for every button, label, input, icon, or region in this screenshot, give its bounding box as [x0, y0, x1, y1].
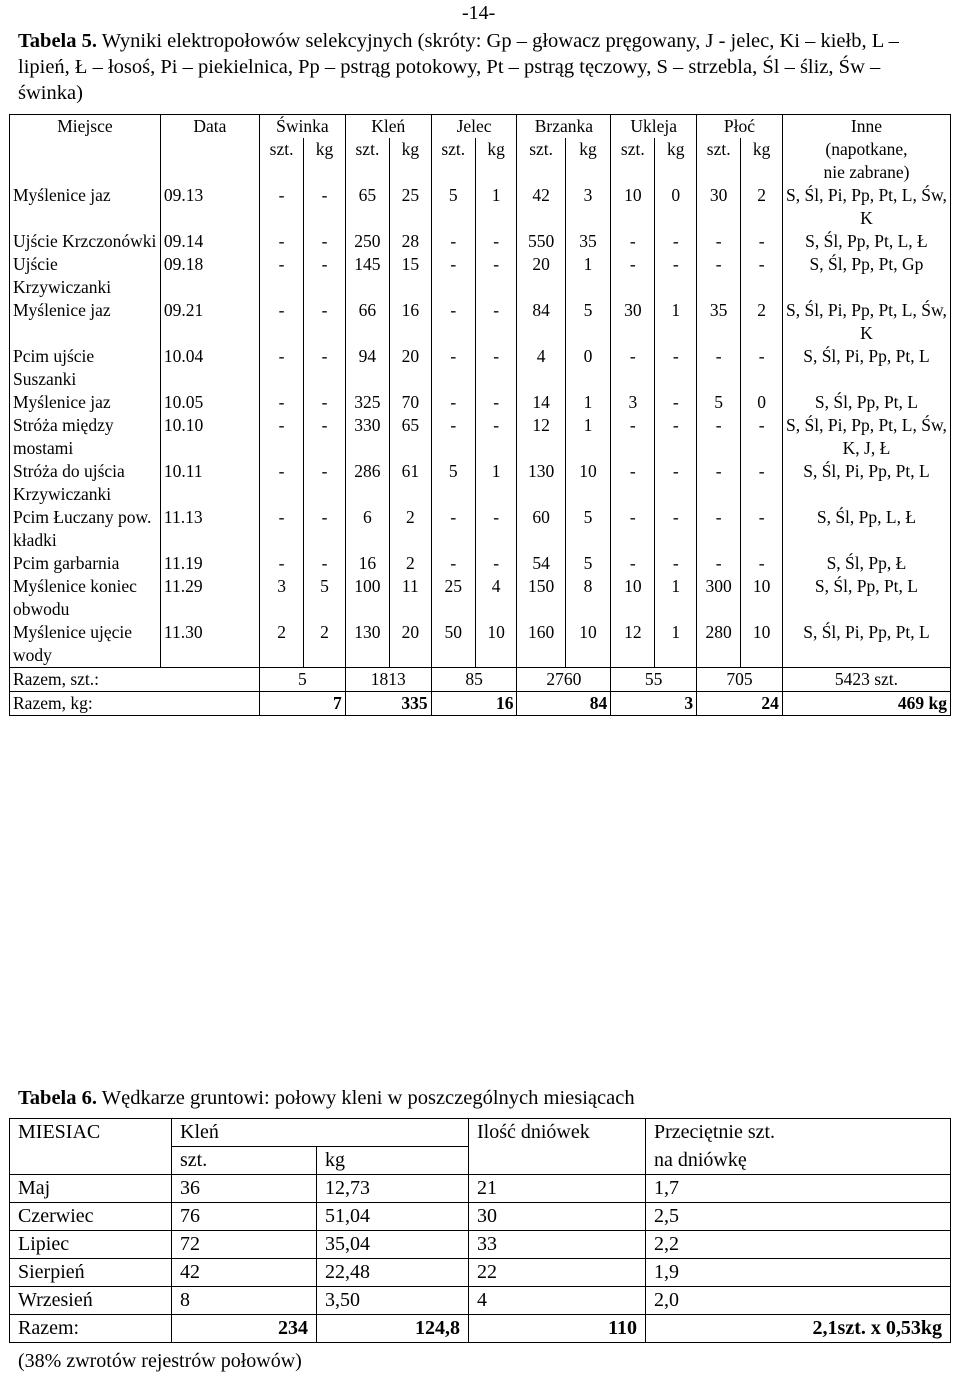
row-value: -: [655, 460, 697, 506]
row-value: -: [655, 230, 697, 253]
row-value: 30: [611, 299, 655, 345]
table-row: [10, 230, 951, 253]
row-other-species: S, Śl, Pi, Pp, Pt, L, Św, K: [782, 184, 950, 230]
row-value: -: [475, 230, 517, 253]
header-brzanka: Brzanka: [517, 115, 611, 139]
t6-header-days: Ilość dniówek: [469, 1119, 646, 1147]
row-date: 10.04: [160, 345, 259, 391]
table-row: [10, 552, 951, 575]
table6-caption: [18, 1087, 635, 1110]
row-value: -: [611, 253, 655, 299]
header-unit-szt: szt.: [517, 138, 565, 184]
row-value: -: [697, 506, 741, 552]
row-value: 150: [517, 575, 565, 621]
row-other-species: S, Śl, Pp, Pt, L: [782, 575, 950, 621]
row-value: 3: [611, 391, 655, 414]
row-value: -: [304, 391, 346, 414]
row-value: 100: [345, 575, 389, 621]
row-value: 10: [611, 184, 655, 230]
header-other: Inne: [782, 115, 950, 139]
row-value: -: [259, 414, 303, 460]
row-value: -: [475, 345, 517, 391]
t6-header-month-blank: [10, 1147, 172, 1175]
row-value: 30: [697, 184, 741, 230]
table-row: [10, 1203, 951, 1231]
t6-total-days: 110: [469, 1315, 646, 1343]
header-jelec: Jelec: [431, 115, 517, 139]
row-value: -: [611, 552, 655, 575]
row-place: Pcim Łuczany pow. kładki: [10, 506, 161, 552]
table-row: [10, 391, 951, 414]
row-value: -: [304, 345, 346, 391]
row-value: -: [655, 552, 697, 575]
row-value: 2: [741, 184, 783, 230]
row-value: -: [259, 506, 303, 552]
row-value: 11: [390, 575, 432, 621]
header-unit-kg: kg: [390, 138, 432, 184]
row-value: 50: [431, 621, 475, 668]
row-date: 11.30: [160, 621, 259, 668]
row-date: 11.29: [160, 575, 259, 621]
table-row: [10, 299, 951, 345]
table6: [9, 1118, 951, 1343]
row-value: 54: [517, 552, 565, 575]
t6-row-days: 22: [469, 1259, 646, 1287]
t6-row-kg: 22,48: [317, 1259, 469, 1287]
row-value: -: [259, 230, 303, 253]
row-date: 11.13: [160, 506, 259, 552]
t6-header-szt: szt.: [172, 1147, 317, 1175]
row-value: 1: [475, 184, 517, 230]
row-value: 2: [741, 299, 783, 345]
t6-row-avg: 1,9: [646, 1259, 951, 1287]
row-place: Myślenice ujęcie wody: [10, 621, 161, 668]
row-value: 3: [259, 575, 303, 621]
table-row: [10, 1287, 951, 1315]
row-value: 12: [517, 414, 565, 460]
t6-total-szt: 234: [172, 1315, 317, 1343]
row-value: -: [655, 414, 697, 460]
row-value: -: [304, 299, 346, 345]
row-value: 4: [475, 575, 517, 621]
table-row: [10, 575, 951, 621]
table-row: [10, 506, 951, 552]
header-klen: Kleń: [345, 115, 431, 139]
row-value: -: [304, 184, 346, 230]
row-value: -: [259, 552, 303, 575]
header-unit-kg: kg: [655, 138, 697, 184]
header-unit-szt: szt.: [611, 138, 655, 184]
row-value: 2: [390, 506, 432, 552]
table-row: [10, 253, 951, 299]
table-row: [10, 1175, 951, 1203]
row-other-species: S, Śl, Pp, Pt, L, Ł: [782, 230, 950, 253]
row-place: Stróża między mostami: [10, 414, 161, 460]
total-kg-other: 469 kg: [782, 692, 950, 716]
row-value: 300: [697, 575, 741, 621]
header-unit-szt: szt.: [345, 138, 389, 184]
row-value: 25: [390, 184, 432, 230]
total-kg-swinka: 7: [259, 692, 345, 716]
row-value: -: [475, 414, 517, 460]
row-value: -: [475, 253, 517, 299]
row-date: 09.21: [160, 299, 259, 345]
row-date: 11.19: [160, 552, 259, 575]
row-value: 28: [390, 230, 432, 253]
row-value: 60: [517, 506, 565, 552]
row-value: 20: [390, 621, 432, 668]
row-other-species: S, Śl, Pi, Pp, Pt, L, Św, K: [782, 299, 950, 345]
row-value: 6: [345, 506, 389, 552]
t6-header-klen: Kleń: [172, 1119, 469, 1147]
row-value: 16: [390, 299, 432, 345]
t6-row-month: Wrzesień: [10, 1287, 172, 1315]
row-other-species: S, Śl, Pp, Pt, Gp: [782, 253, 950, 299]
row-value: 10: [475, 621, 517, 668]
row-value: -: [431, 253, 475, 299]
row-value: -: [475, 391, 517, 414]
row-other-species: S, Śl, Pi, Pp, Pt, L: [782, 621, 950, 668]
row-value: -: [655, 253, 697, 299]
row-value: 286: [345, 460, 389, 506]
total-szt-jelec: 85: [431, 668, 517, 692]
table6-caption-label: Tabela 6.: [18, 1087, 97, 1109]
row-value: -: [741, 460, 783, 506]
row-value: -: [431, 552, 475, 575]
row-value: 25: [431, 575, 475, 621]
table5: [9, 114, 951, 716]
row-value: -: [259, 460, 303, 506]
row-value: 14: [517, 391, 565, 414]
row-value: 5: [431, 460, 475, 506]
row-value: -: [304, 253, 346, 299]
row-value: 2: [259, 621, 303, 668]
total-kg-brzanka: 84: [517, 692, 611, 716]
header-unit-szt: szt.: [431, 138, 475, 184]
row-value: -: [431, 414, 475, 460]
total-szt-swinka: 5: [259, 668, 345, 692]
total-kg-ukleja: 3: [611, 692, 697, 716]
row-value: -: [697, 460, 741, 506]
row-value: -: [475, 552, 517, 575]
row-value: -: [741, 552, 783, 575]
row-value: 10: [565, 621, 610, 668]
row-value: -: [697, 230, 741, 253]
row-place: Myślenice jaz: [10, 299, 161, 345]
row-value: 5: [565, 299, 610, 345]
t6-row-avg: 2,5: [646, 1203, 951, 1231]
row-value: 1: [655, 621, 697, 668]
row-value: 65: [345, 184, 389, 230]
row-value: -: [259, 345, 303, 391]
row-place: Ujście Krzywiczanki: [10, 253, 161, 299]
row-value: 20: [390, 345, 432, 391]
row-value: -: [655, 506, 697, 552]
row-value: -: [697, 253, 741, 299]
row-value: -: [304, 460, 346, 506]
header-unit-kg: kg: [475, 138, 517, 184]
row-value: 94: [345, 345, 389, 391]
header-unit-kg: kg: [741, 138, 783, 184]
row-value: 0: [565, 345, 610, 391]
row-other-species: S, Śl, Pi, Pp, Pt, L: [782, 460, 950, 506]
row-value: 65: [390, 414, 432, 460]
total-szt-other: 5423 szt.: [782, 668, 950, 692]
row-value: 250: [345, 230, 389, 253]
row-place: Myślenice jaz: [10, 184, 161, 230]
row-value: 70: [390, 391, 432, 414]
row-value: 145: [345, 253, 389, 299]
t6-header-month: MIESIAC: [10, 1119, 172, 1147]
table-row: [10, 1231, 951, 1259]
total-szt-ploc: 705: [697, 668, 783, 692]
t6-header-avg-2: na dniówkę: [646, 1147, 951, 1175]
row-value: 12: [611, 621, 655, 668]
table6-caption-text: Wędkarze gruntowi: połowy kleni w poszczególnych miesiącach: [97, 1087, 635, 1109]
total-szt-ukleja: 55: [611, 668, 697, 692]
row-value: -: [611, 414, 655, 460]
row-value: 84: [517, 299, 565, 345]
row-other-species: S, Śl, Pi, Pp, Pt, L, Św, K, J, Ł: [782, 414, 950, 460]
row-value: -: [611, 460, 655, 506]
t6-row-kg: 35,04: [317, 1231, 469, 1259]
row-value: 2: [390, 552, 432, 575]
page-number: -14-: [462, 2, 496, 24]
total-kg-jelec: 16: [431, 692, 517, 716]
row-value: -: [655, 345, 697, 391]
table6-note: (38% zwrotów rejestrów połowów): [18, 1350, 302, 1372]
t6-row-days: 21: [469, 1175, 646, 1203]
row-value: 10: [741, 621, 783, 668]
t6-row-szt: 72: [172, 1231, 317, 1259]
row-value: -: [431, 506, 475, 552]
row-other-species: S, Śl, Pp, L, Ł: [782, 506, 950, 552]
row-value: 280: [697, 621, 741, 668]
t6-total-avg: 2,1szt. x 0,53kg: [646, 1315, 951, 1343]
row-value: 5: [304, 575, 346, 621]
table-row: [10, 621, 951, 668]
row-value: -: [741, 230, 783, 253]
row-place: Pcim garbarnia: [10, 552, 161, 575]
t6-row-kg: 51,04: [317, 1203, 469, 1231]
row-value: -: [655, 391, 697, 414]
t6-row-month: Czerwiec: [10, 1203, 172, 1231]
row-value: -: [431, 391, 475, 414]
row-value: 10: [611, 575, 655, 621]
row-value: 10: [565, 460, 610, 506]
row-value: 1: [475, 460, 517, 506]
row-value: 0: [655, 184, 697, 230]
t6-row-days: 4: [469, 1287, 646, 1315]
row-value: -: [259, 253, 303, 299]
row-value: -: [475, 299, 517, 345]
t6-row-kg: 12,73: [317, 1175, 469, 1203]
row-value: -: [259, 391, 303, 414]
row-value: 42: [517, 184, 565, 230]
t6-row-kg: 3,50: [317, 1287, 469, 1315]
table-row: [10, 1259, 951, 1287]
header-ploc: Płoć: [697, 115, 783, 139]
t6-row-days: 33: [469, 1231, 646, 1259]
row-place: Stróża do ujścia Krzywiczanki: [10, 460, 161, 506]
header-date: Data: [160, 115, 259, 185]
row-other-species: S, Śl, Pp, Pt, L: [782, 391, 950, 414]
row-date: 09.13: [160, 184, 259, 230]
row-value: 130: [517, 460, 565, 506]
header-other-note: [782, 138, 950, 184]
row-value: 15: [390, 253, 432, 299]
table5-caption: [18, 28, 950, 106]
table-row: [10, 460, 951, 506]
row-value: 16: [345, 552, 389, 575]
row-date: 10.05: [160, 391, 259, 414]
row-date: 09.14: [160, 230, 259, 253]
t6-row-avg: 2,2: [646, 1231, 951, 1259]
header-swinka: Świnka: [259, 115, 345, 139]
t6-total-kg: 124,8: [317, 1315, 469, 1343]
header-ukleja: Ukleja: [611, 115, 697, 139]
row-value: 5: [565, 506, 610, 552]
row-value: 1: [565, 391, 610, 414]
total-kg-ploc: 24: [697, 692, 783, 716]
row-value: -: [304, 552, 346, 575]
t6-total-label: Razem:: [10, 1315, 172, 1343]
total-kg-klen: 335: [345, 692, 431, 716]
t6-row-month: Sierpień: [10, 1259, 172, 1287]
row-value: -: [475, 506, 517, 552]
row-value: 2: [304, 621, 346, 668]
total-kg-label: Razem, kg:: [10, 692, 260, 716]
row-value: 1: [655, 575, 697, 621]
t6-header-kg: kg: [317, 1147, 469, 1175]
row-value: -: [611, 230, 655, 253]
row-value: -: [741, 506, 783, 552]
row-value: -: [611, 345, 655, 391]
row-value: 1: [565, 414, 610, 460]
total-szt-brzanka: 2760: [517, 668, 611, 692]
t6-header-days-blank: [469, 1147, 646, 1175]
table-row: [10, 345, 951, 391]
header-unit-szt: szt.: [697, 138, 741, 184]
row-value: 4: [517, 345, 565, 391]
row-value: 330: [345, 414, 389, 460]
row-date: 09.18: [160, 253, 259, 299]
row-value: 5: [431, 184, 475, 230]
row-value: 66: [345, 299, 389, 345]
t6-row-avg: 2,0: [646, 1287, 951, 1315]
table5-caption-label: Tabela 5.: [18, 30, 97, 52]
row-value: 160: [517, 621, 565, 668]
row-date: 10.10: [160, 414, 259, 460]
row-other-species: S, Śl, Pp, Ł: [782, 552, 950, 575]
row-value: 550: [517, 230, 565, 253]
row-value: -: [431, 299, 475, 345]
row-value: 10: [741, 575, 783, 621]
table-row: [10, 414, 951, 460]
t6-row-szt: 36: [172, 1175, 317, 1203]
total-szt-klen: 1813: [345, 668, 431, 692]
header-unit-kg: kg: [565, 138, 610, 184]
row-value: 325: [345, 391, 389, 414]
row-value: -: [697, 552, 741, 575]
row-value: -: [431, 345, 475, 391]
row-value: -: [697, 414, 741, 460]
row-value: 35: [565, 230, 610, 253]
header-other-note-1: (napotkane,: [825, 139, 908, 159]
row-value: -: [304, 230, 346, 253]
row-value: -: [259, 299, 303, 345]
t6-row-days: 30: [469, 1203, 646, 1231]
row-value: 20: [517, 253, 565, 299]
row-value: 5: [565, 552, 610, 575]
table5-caption-text: Wyniki elektropołowów selekcyjnych (skróty: Gp – głowacz pręgowany, J - jelec, Ki – kiełb, L – lipień, Ł – łosoś, Pi – piekielnica, Pp – pstrąg potokowy, Pt – pstrąg tęczowy, S – strzebla, Śl – śliz, Św – świnka): [18, 30, 899, 104]
header-place: Miejsce: [10, 115, 161, 185]
t6-row-szt: 8: [172, 1287, 317, 1315]
row-value: -: [741, 253, 783, 299]
t6-row-month: Maj: [10, 1175, 172, 1203]
row-date: 10.11: [160, 460, 259, 506]
row-value: 3: [565, 184, 610, 230]
row-place: Myślenice koniec obwodu: [10, 575, 161, 621]
t6-row-avg: 1,7: [646, 1175, 951, 1203]
row-value: -: [304, 414, 346, 460]
header-unit-szt: szt.: [259, 138, 303, 184]
row-value: -: [697, 345, 741, 391]
row-value: 130: [345, 621, 389, 668]
row-value: -: [611, 506, 655, 552]
row-value: -: [304, 506, 346, 552]
table-row: [10, 184, 951, 230]
row-value: -: [259, 184, 303, 230]
row-value: 0: [741, 391, 783, 414]
row-place: Ujście Krzczonówki: [10, 230, 161, 253]
row-value: 5: [697, 391, 741, 414]
row-other-species: S, Śl, Pi, Pp, Pt, L: [782, 345, 950, 391]
row-value: -: [741, 414, 783, 460]
row-value: 35: [697, 299, 741, 345]
t6-row-szt: 76: [172, 1203, 317, 1231]
row-value: -: [431, 230, 475, 253]
header-other-note-2: nie zabrane): [823, 162, 910, 182]
row-value: -: [741, 345, 783, 391]
t6-header-avg: Przeciętnie szt.: [646, 1119, 951, 1147]
t6-row-szt: 42: [172, 1259, 317, 1287]
row-value: 61: [390, 460, 432, 506]
row-place: Myślenice jaz: [10, 391, 161, 414]
header-unit-kg: kg: [304, 138, 346, 184]
row-value: 1: [565, 253, 610, 299]
row-place: Pcim ujście Suszanki: [10, 345, 161, 391]
row-value: 8: [565, 575, 610, 621]
row-value: 1: [655, 299, 697, 345]
total-szt-label: Razem, szt.:: [10, 668, 260, 692]
t6-row-month: Lipiec: [10, 1231, 172, 1259]
